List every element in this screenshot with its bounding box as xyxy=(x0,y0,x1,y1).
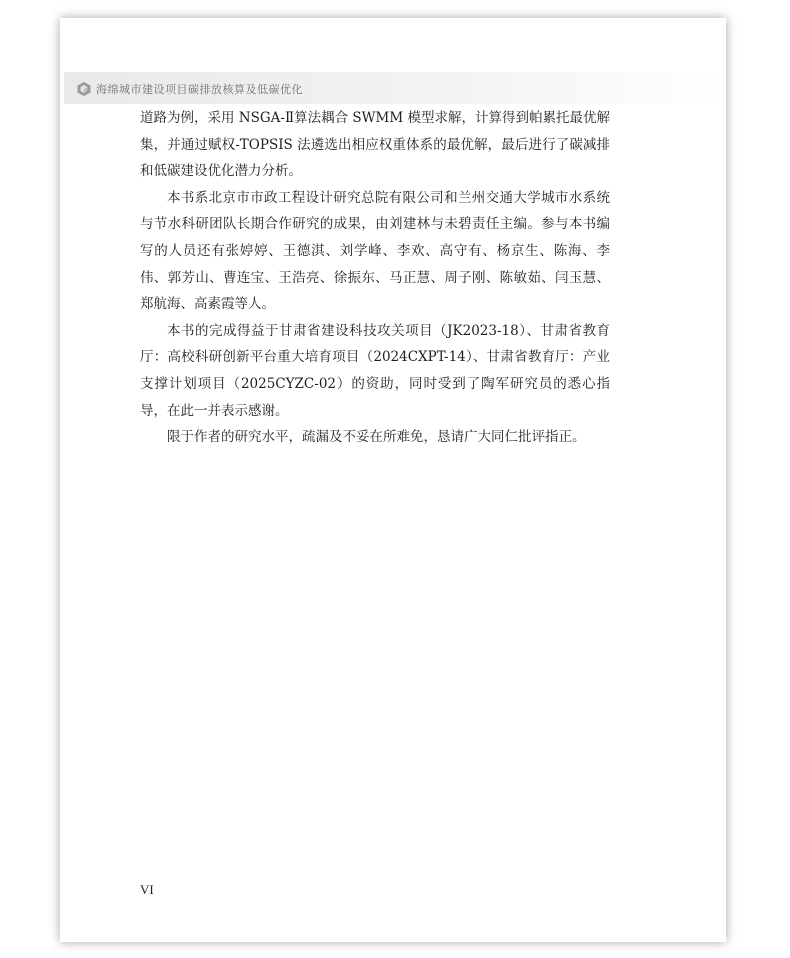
paragraph-continuation: 道路为例，采用 NSGA-Ⅱ算法耦合 SWMM 模型求解，计算得到帕累托最优解集，并通过赋权-TOPSIS 法遴选出相应权重体系的最优解，最后进行了碳减排和低碳建设优化潜力分析。 xyxy=(140,110,610,180)
running-header-title: 海绵城市建设项目碳排放核算及低碳优化 xyxy=(96,83,303,96)
paragraph-authors: 本书系北京市市政工程设计研究总院有限公司和兰州交通大学城市水系统与节水科研团队长期合作研究的成果，由刘建林与未碧责任主编。参与本书编写的人员还有张婷婷、王德淇、刘学峰、李欢、高守有、杨京生、陈海、李伟、郭芳山、曹连宝、王浩亮、徐振东、马正慧、周子刚、陈敏茹、闫玉慧、郑航海、高素霞等人。 xyxy=(140,189,610,313)
paragraph-funding: 本书的完成得益于甘肃省建设科技攻关项目（JK2023-18）、甘肃省教育厅：高校科研创新平台重大培育项目（2024CXPT-14）、甘肃省教育厅：产业支撑计划项目（2025CYZC-02）的资助，同时受到了陶军研究员的悉心指导，在此一并表示感谢。 xyxy=(140,322,610,419)
paragraph-closing: 限于作者的研究水平，疏漏及不妥在所难免，恳请广大同仁批评指正。 xyxy=(167,429,586,446)
page-number: VI xyxy=(140,882,154,897)
running-header xyxy=(76,78,303,100)
hexagon-cube-icon xyxy=(76,81,92,97)
body-text xyxy=(140,105,610,451)
